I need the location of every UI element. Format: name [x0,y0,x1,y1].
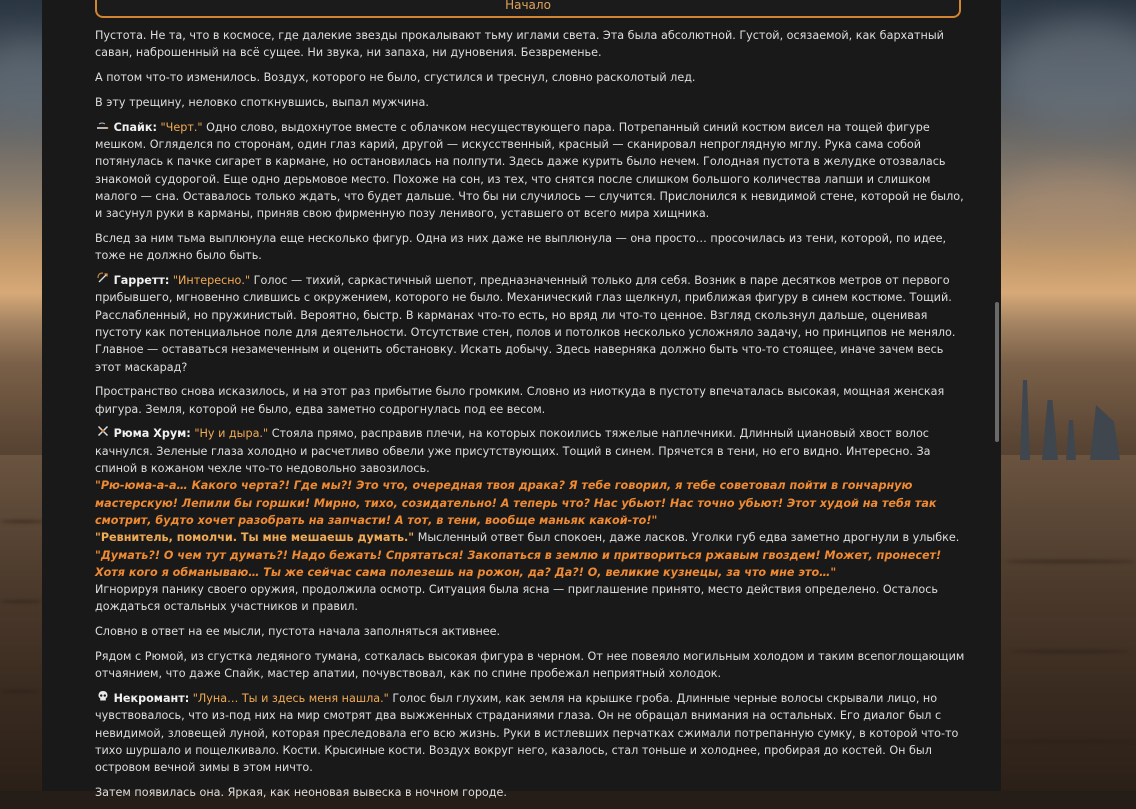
ground-streak [0,600,42,603]
narration: Стояла прямо, расправив плечи, на которых покоились тяжелые наплечники. Длинный циановый хвост волос качнулся. Зеленые глаза холодно и расчетливо обвели уже присутствующих. Тощий в синем. Прячется в тени, но его видно. Интересно. За спиной в кожаном чехле что-то недовольно завозилось. [95,427,931,476]
story-paragraph: Пустота. Не та, что в космосе, где далекие звезды прокалывают тьму иглами света. Эта была абсолютной. Густой, осязаемой, как бархатный саван, наброшенный на всё сущее. Ни звука, ни запаха, ни дуновения. Безвременье. [95,29,944,60]
narration: Голос был глухим, как земля на крышке гроба. Длинные черные волосы скрывали лицо, но чувствовалось, что из-под них на мир смотрят два выжженных страданиями глаза. Он не обращал внимания на остальных. Его диалог был с невидимой, зловещей луной, которая преследовала его всю жизнь. Руки в истлевших перчатках сжимали потрепанную сумку, в которой что-то тихо шуршало и пощелкивало. Кости. Крысиные кости. Воздух вокруг него, казалось, стал тоньше и холоднее, пробирая до костей. Он был островом вечной зимы в этом ничто. [95,692,959,775]
narration: Одно слово, выдохнутое вместе с облачком несуществующего пара. Потрепанный синий костюм висел на тощей фигуре мешком. Огляделся по сторонам, один глаз карий, другой — искусственный, красный — сканировал непроглядную мглу. Рука сама собой потянулась к пачке сигарет в кармане, но остановилась на полпути. Здесь даже курить было нечем. Голодная пустота в желудке отозвалась знакомой судорогой. Еще одно дерьмовое место. Похоже на сон, из тех, что снятся после слишком большого количества лапши и слишком малого — сна. Оставалось только ждать, что будет дальше. Что бы ни случилось — случится. Прислонился к невидимой стене, которой не было, и засунул руки в карманы, приняв свою фирменную позу ленивого, уставшего от всего мира хищника. [95,120,964,221]
start-button[interactable]: Начало [95,0,961,18]
ground-streak [1005,560,1135,563]
speaker-name: Рюма Хрум: [113,427,191,441]
speaker-quote: "Ну и дыра." [194,427,269,441]
story-paragraph: Рядом с Рюмой, из сгустка ледяного тумана, соткалась высокая фигура в черном. От нее повеяло могильным холодом и таким всепоглощающим отчаянием, что даже Спайк, мастер апатии, почувствовал, как по спине пробежал неприятный холодок. [95,650,965,681]
story-text [95,27,969,809]
story-paragraph: Затем появилась она. Яркая, как неоновая вывеска в ночном городе. [95,786,507,800]
weapon-outburst: "Думать?! О чем тут думать?! Надо бежать! Спрятаться! Закопаться в землю и притвориться ржавым гвоздем! Может, пронесет! Хотя кого я обманываю… Ты же сейчас сама полезешь на рожон, да? Да?! О, великие кузнецы, за что мне это…" [95,548,942,579]
speaker-quote: "Интересно." [172,274,251,288]
story-paragraph: Словно в ответ на ее мысли, пустота начала заполняться активнее. [95,625,501,639]
spike-block [95,119,969,223]
mental-reply: "Ревнитель, помолчи. Ты мне мешаешь думать." [95,531,415,545]
ground-streak [1000,740,1136,743]
narration: Игнорируя панику своего оружия, продолжила осмотр. Ситуация была ясна — приглашение принято, место действия определено. Осталось дождаться остальных участников и правил. [95,583,938,614]
chat-content-panel[interactable] [42,0,1001,800]
ground-streak [0,690,40,693]
narration: Мысленный ответ был спокоен, даже ласков. Уголки губ едва заметно дрогнули в улыбке. [417,531,960,545]
smoke-cigarette-icon [95,119,110,136]
story-paragraph: Пространство снова исказилось, и на этот раз прибытие было громким. Словно из ниоткуда в пустоту впечаталась высокая, мощная женская фигура. Земля, которой не было, едва заметно содрогнулась под ее весом. [95,385,945,416]
scrollbar-thumb[interactable] [995,302,999,442]
speaker-name: Некромант: [113,692,190,706]
narration: Голос — тихий, саркастичный шепот, предназначенный только для себя. Возник в паре десятков метров от первого прибывшего, мгновенно слившись с окружением, которого не было. Механический глаз щелкнул, приближая фигуру в синем костюме. Тощий. Расслабленный, но пружинистый. Вероятно, быстр. В карманах что-то есть, но вряд ли что-то ценное. Взгляд скользнул дальше, оценивая пустоту как потенциальное поле для деятельности. Отсутствие стен, полов и потолков несколько усложняло задачу, но принципов не меняло. Главное — оставаться незамеченным и оценить обстановку. Искать добычу. Здесь наверняка должно быть что-то стоящее, иначе зачем весь этот маскарад? [95,274,956,374]
speaker-name: Гарретт: [113,274,170,288]
garrett-block [95,272,969,376]
crossed-swords-icon [95,425,110,442]
skull-icon [95,690,110,707]
mental-reply-line [95,529,969,546]
speaker-quote: "Луна… Ты и здесь меня нашла." [192,692,389,706]
weapon-outburst: "Рю-юма-а-а… Какого черта?! Где мы?! Это что, очередная твоя драка? Я тебе говорил, я тебе советовал пойти в гончарную мастерскую! Лепили бы горшки! Мирно, тихо, созидательно! А теперь что? Нас убьют! Нас точно убьют! Этот худой на тебя так смотрит, будто хочет разобрать на запчасти! А тот, в тени, вообще маньяк какой-то!" [95,479,937,527]
ryuma-block [95,425,969,615]
ground-streak [0,520,45,523]
story-paragraph: Вслед за ним тьма выплюнула еще несколько фигур. Одна из них даже не выплюнула — она просто… просочилась из тени, которой, по идее, тоже не должно было быть. [95,231,947,263]
necromancer-block [95,690,969,776]
speaker-name: Спайк: [113,120,157,134]
ground-streak [1010,650,1130,653]
story-paragraph: А потом что-то изменилось. Воздух, которого не было, сгустился и треснул, словно расколотый лед. [95,71,696,85]
story-paragraph: В эту трещину, неловко споткнувшись, выпал мужчина. [95,95,429,109]
speaker-quote: "Черт." [160,120,203,134]
bow-arrow-icon [95,272,110,289]
